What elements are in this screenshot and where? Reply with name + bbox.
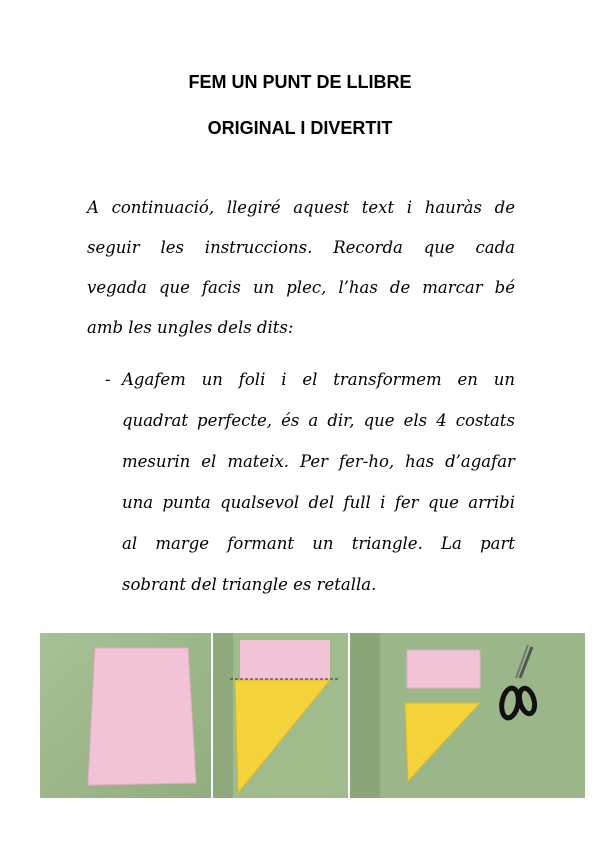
step-line: quadrat perfecte, és a dir, que els 4 costats [122, 411, 515, 430]
photo-folded-triangle-image [213, 633, 348, 798]
intro-paragraph [87, 196, 515, 356]
photo-folded-triangle [213, 633, 348, 798]
step-line: al marge formant un triangle. La part [122, 534, 515, 553]
photo-pink-sheet-image [40, 633, 211, 798]
intro-line: A continuació, llegiré aquest text i hauràs de [87, 198, 515, 217]
photo-cut-pieces-image [350, 633, 585, 798]
intro-line: amb les ungles dels dits: [87, 318, 294, 337]
page-title-line-1: FEM UN PUNT DE LLIBRE [188, 72, 412, 92]
step-line: sobrant del triangle es retalla. [122, 575, 377, 594]
intro-line: seguir les instruccions. Recorda que cada [87, 238, 515, 257]
instruction-photos [40, 633, 585, 798]
step-line: mesurin el mateix. Per fer-ho, has d’agafar [122, 452, 515, 471]
intro-line: vegada que facis un plec, l’has de marcar bé [87, 278, 515, 297]
list-bullet: - [105, 370, 111, 389]
step-line: una punta qualsevol del full i fer que arribi [122, 493, 515, 512]
page-title-line-2: ORIGINAL I DIVERTIT [207, 118, 393, 138]
step-list-item [87, 368, 515, 608]
step-line: Agafem un foli i el transformem en un [122, 370, 515, 389]
photo-pink-sheet [40, 633, 211, 798]
photo-cut-pieces [350, 633, 585, 798]
